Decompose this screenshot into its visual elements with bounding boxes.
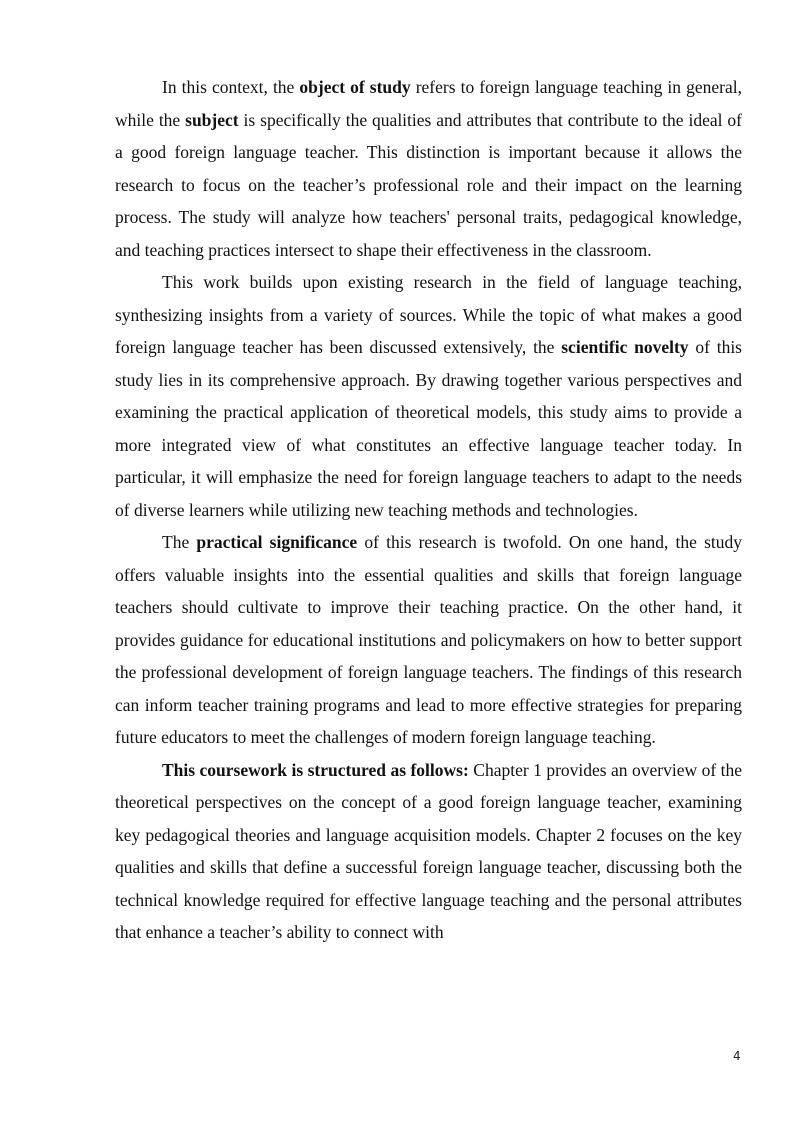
bold-term: subject	[185, 109, 239, 130]
paragraph-scientific-novelty	[115, 266, 742, 526]
paragraph-text: This work builds upon existing research in the field of language teaching, synthesizing insights from a variety of sources. While the topic of what makes a good foreign language teacher has been discussed extensively, the	[115, 272, 742, 357]
paragraph-text: is specifically the qualities and attributes that contribute to the ideal of a good foreign language teacher. This distinction is important because it allows the research to focus on the teacher’s professional role and their impact on the learning process. The study will analyze how teachers' personal traits, pedagogical knowledge, and teaching practices intersect to shape their effectiveness in the classroom.	[115, 109, 742, 260]
paragraph-practical-significance	[115, 526, 742, 754]
body-text	[115, 71, 742, 949]
bold-term: practical significance	[196, 532, 358, 552]
paragraph-text: The	[162, 532, 197, 552]
paragraph-text: In this context, the	[162, 77, 300, 97]
paragraph-text: of this research is twofold. On one hand, the study offers valuable insights into the essential qualities and skills that foreign language teachers should cultivate to improve their teaching practice. On the other hand, it provides guidance for educational institutions and policymakers on how to better support the professional development of foreign language teachers. The findings of this research can inform teacher training programs and lead to more effective strategies for preparing future educators to meet the challenges of modern foreign language teaching.	[115, 532, 743, 747]
paragraph-text: Chapter 1 provides an overview of the theoretical perspectives on the concept of a good foreign language teacher, examining key pedagogical theories and language acquisition models. Chapter 2 focuses on the key qualities and skills that define a successful foreign language teacher, discussing both the technical knowledge required for effective language teaching and the personal attributes that enhance a teacher’s ability to connect with	[115, 759, 742, 942]
paragraph-text: of this study lies in its comprehensive approach. By drawing together various perspectives and examining the practical application of theoretical models, this study aims to provide a more integrated view of what constitutes an effective language teacher today. In particular, it will emphasize the need for foreign language teachers to adapt to the needs of diverse learners while utilizing new teaching methods and technologies.	[115, 337, 742, 520]
paragraph-text: refers to foreign language teaching in general, while the	[115, 77, 742, 130]
bold-term: This coursework is structured as follows:	[162, 759, 469, 780]
bold-term: scientific novelty	[561, 337, 689, 357]
paragraph-structure	[115, 754, 742, 949]
bold-term: object of study	[299, 77, 411, 97]
paragraph-object-subject	[115, 71, 742, 266]
page-number: 4	[733, 1049, 741, 1063]
